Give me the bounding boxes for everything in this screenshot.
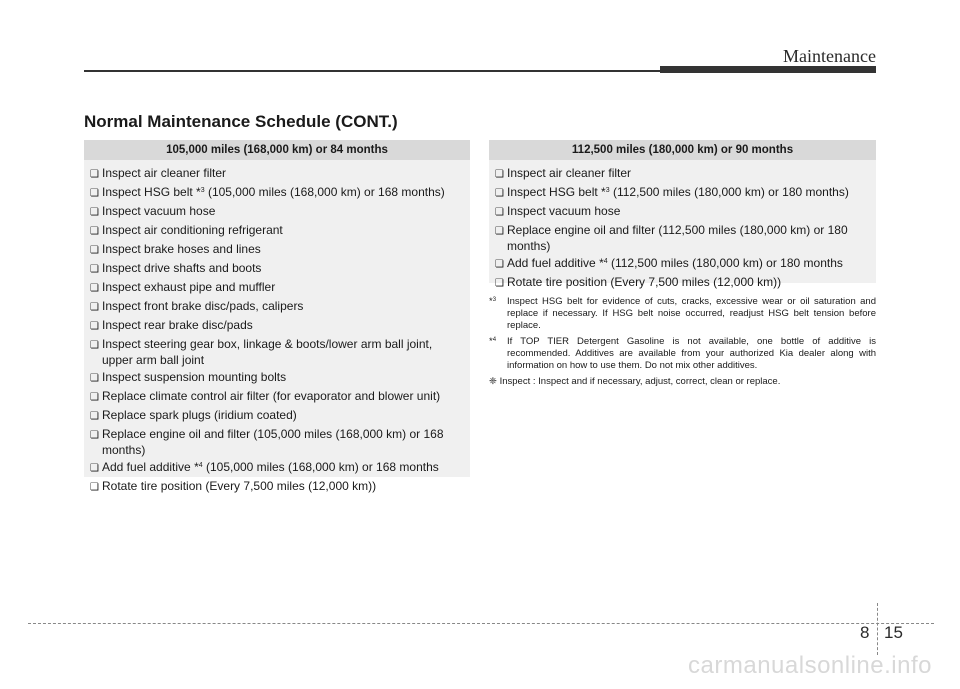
footnote-number: 4 [492,337,497,343]
footer-rule [28,623,934,624]
schedule-item-text: Inspect steering gear box, linkage & boots/lower arm ball joint, upper arm ball joint [102,337,433,367]
schedule-item [90,479,464,495]
schedule-item [90,223,464,239]
schedule-item [90,166,464,182]
schedule-item-text: Inspect vacuum hose [507,204,621,218]
section-title: Normal Maintenance Schedule (CONT.) [84,112,398,131]
checkbox-icon: ❏ [90,264,99,275]
schedule-item-detail: (105,000 miles (168,000 km) or 168 months) [204,185,445,199]
schedule-item-text: Inspect air cleaner filter [507,166,632,180]
checkbox-icon: ❏ [90,430,99,441]
schedule-item [90,408,464,424]
schedule-item-text: Inspect HSG belt * [102,185,201,199]
header-rule-thin [84,70,660,72]
checkbox-icon: ❏ [495,226,504,237]
schedule-item-text: Inspect drive shafts and boots [102,261,262,275]
schedule-item-text: Inspect air conditioning refrigerant [102,223,283,237]
schedule-item-text: Inspect rear brake disc/pads [102,318,253,332]
schedule-item-text: Rotate tire position (Every 7,500 miles (12,000 km)) [102,479,377,493]
footnote-mark [489,336,496,348]
schedule-item-text: Inspect air cleaner filter [102,166,227,180]
checkbox-icon: ❏ [495,188,504,199]
schedule-item [90,427,464,457]
checkbox-icon: ❏ [90,302,99,313]
footnote [489,296,876,332]
schedule-item-text: Add fuel additive * [102,460,199,474]
header-rule-thick [660,66,876,73]
schedule-item [90,370,464,386]
schedule-item [90,337,464,367]
checkbox-icon: ❏ [90,188,99,199]
schedule-item-text: Inspect HSG belt * [507,185,606,199]
checkbox-icon: ❏ [495,169,504,180]
schedule-item-text: Replace spark plugs (iridium coated) [102,408,297,422]
footnote-ref: 3 [200,187,205,194]
checkbox-icon: ❏ [90,463,99,474]
schedule-item-text: Replace climate control air filter (for evaporator and blower unit) [102,389,441,403]
checkbox-icon: ❏ [90,482,99,493]
schedule-item [90,261,464,277]
footnote-text: If TOP TIER Detergent Gasoline is not available, one bottle of additive is recommended. Additives are available from your authorized Kia dealer along with information on how to use them. Do not mix other additives. [507,336,876,371]
right-schedule-heading: 112,500 miles (180,000 km) or 90 months [489,140,876,160]
checkbox-icon: ❏ [90,245,99,256]
footnote-asterisk: * [489,296,493,307]
schedule-item [495,223,870,253]
right-schedule-list [489,160,876,291]
checkbox-icon: ❏ [90,321,99,332]
checkbox-icon: ❏ [90,373,99,384]
footnotes [489,296,876,388]
schedule-item-text: Rotate tire position (Every 7,500 miles (12,000 km)) [507,275,782,289]
schedule-item-detail: (112,500 miles (180,000 km) or 180 months) [609,185,849,199]
schedule-item-text: Replace engine oil and filter (112,500 miles (180,000 km) or 180 months) [507,223,848,253]
chapter-number: 8 [860,623,870,642]
checkbox-icon: ❏ [90,340,99,351]
left-schedule-heading: 105,000 miles (168,000 km) or 84 months [84,140,470,160]
checkbox-icon: ❏ [90,207,99,218]
schedule-item [495,275,870,291]
page-number: 15 [884,623,903,642]
footnote-text: Inspect HSG belt for evidence of cuts, cracks, excessive wear or oil saturation and replace if necessary. If HSG belt noise occurred, readjust HSG belt tension before replace. [507,296,876,331]
schedule-item [495,256,870,272]
checkbox-icon: ❏ [90,283,99,294]
checkbox-icon: ❏ [90,226,99,237]
left-schedule-list [84,160,470,495]
footnote-asterisk: * [489,336,493,347]
schedule-item-text: Replace engine oil and filter (105,000 miles (168,000 km) or 168 months) [102,427,444,457]
schedule-item [90,299,464,315]
schedule-item [90,389,464,405]
schedule-item-text: Inspect brake hoses and lines [102,242,261,256]
schedule-item [495,185,870,201]
schedule-item-detail: (105,000 miles (168,000 km) or 168 months [202,460,439,474]
schedule-item [495,166,870,182]
schedule-item [90,204,464,220]
checkbox-icon: ❏ [90,169,99,180]
schedule-item-text: Inspect suspension mounting bolts [102,370,287,384]
schedule-item [90,318,464,334]
checkbox-icon: ❏ [495,207,504,218]
schedule-item [90,280,464,296]
checkbox-icon: ❏ [90,411,99,422]
schedule-item [495,204,870,220]
right-schedule-box [489,140,876,289]
checkbox-icon: ❏ [495,278,504,289]
schedule-item [90,460,464,476]
footnote [489,336,876,372]
inspect-note: ❈ Inspect : Inspect and if necessary, adjust, correct, clean or replace. [489,376,781,387]
watermark: carmanualsonline.info [688,652,932,679]
schedule-item-text: Inspect front brake disc/pads, calipers [102,299,304,313]
checkbox-icon: ❏ [90,392,99,403]
page-divider [877,603,878,655]
left-schedule-box [84,140,470,493]
footnote-mark [489,296,496,308]
footnote-ref: 4 [603,258,608,265]
footnote-ref: 3 [605,187,610,194]
footnote-ref: 4 [198,462,203,469]
header-title: Maintenance [783,46,876,66]
schedule-item [90,185,464,201]
schedule-item-detail: (112,500 miles (180,000 km) or 180 months [607,256,843,270]
footnote-number: 3 [492,297,497,303]
schedule-item-text: Inspect vacuum hose [102,204,216,218]
checkbox-icon: ❏ [495,259,504,270]
schedule-item-text: Add fuel additive * [507,256,604,270]
schedule-item-text: Inspect exhaust pipe and muffler [102,280,276,294]
schedule-item [90,242,464,258]
